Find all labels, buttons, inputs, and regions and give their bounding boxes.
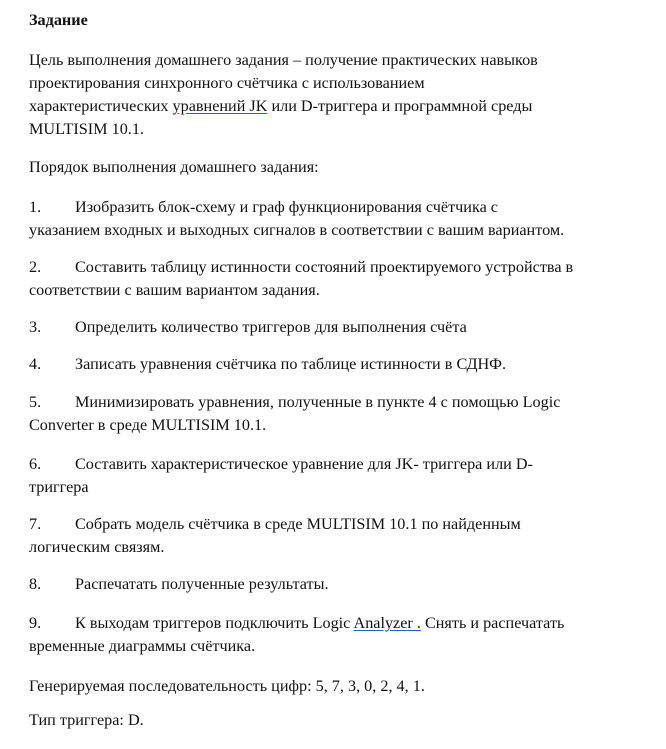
trigger-type-line: Тип триггера: D. [29,711,144,729]
item-number: 2. [29,258,42,276]
item-number: 8. [29,575,42,593]
item-line-2: соответствии с вашим вариантом задания. [29,281,320,299]
item-line-2: временные диаграммы счётчика. [29,637,256,655]
item-number: 1. [29,198,42,216]
goal-paragraph [29,49,649,141]
list-item [29,612,649,658]
list-item [29,316,649,339]
item-number: 3. [29,318,42,336]
item-line-2: Converter в среде MULTISIM 10.1. [29,416,267,434]
list-item [29,256,649,302]
item-number: 7. [29,515,42,533]
list-item [29,391,649,437]
goal-line-1: Цель выполнения домашнего задания – получение практических навыков [29,51,538,69]
order-title: Порядок выполнения домашнего задания: [29,158,319,176]
goal-line-3-pre: характеристических [29,97,173,115]
sequence-line: Генерируемая последовательность цифр: 5, 7, 3, 0, 2, 4, 1. [29,677,425,695]
item-line-2: логическим связям. [29,538,165,556]
item-line-2: указанием входных и выходных сигналов в соответствии с вашим вариантом. [29,221,565,239]
item-line-1: Минимизировать уравнения, полученные в пункте 4 с помощью Logic [75,393,561,411]
list-item [29,513,649,559]
list-item [29,573,649,596]
jk-equations-spellcheck: уравнений JK [172,97,268,115]
goal-line-3-post: или D-триггера и программной среды [267,97,533,115]
assignment-heading: Задание [29,11,88,29]
item-line-1-post: Снять и распечатать [420,614,565,632]
item-line-1: Определить количество триггеров для выполнения счёта [75,318,467,336]
item-line-2: триггера [29,478,89,496]
item-number: 5. [29,393,42,411]
item-number: 4. [29,355,42,373]
item-number: 6. [29,455,42,473]
list-item [29,353,649,376]
item-number: 9. [29,614,42,632]
list-item [29,453,649,499]
goal-line-2: проектирования синхронного счётчика с использованием [29,74,425,92]
item-line-1: Собрать модель счётчика в среде MULTISIM 10.1 по найденным [75,515,521,533]
item-line-1: Составить таблицу истинности состояний проектируемого устройства в [75,258,574,276]
goal-line-4: MULTISIM 10.1. [29,120,144,138]
item-line-1: Записать уравнения счётчика по таблице истинности в СДНФ. [75,355,507,373]
item-line-1: Распечатать полученные результаты. [75,575,329,593]
list-item [29,196,649,242]
item-line-1-pre: К выходам триггеров подключить Logic [75,614,354,632]
item-line-1: Изобразить блок-схему и граф функционирования счётчика с [75,198,498,216]
logic-analyzer-spellcheck: Analyzer . [353,614,421,632]
item-line-1: Составить характеристическое уравнение для JK- триггера или D- [75,455,533,473]
